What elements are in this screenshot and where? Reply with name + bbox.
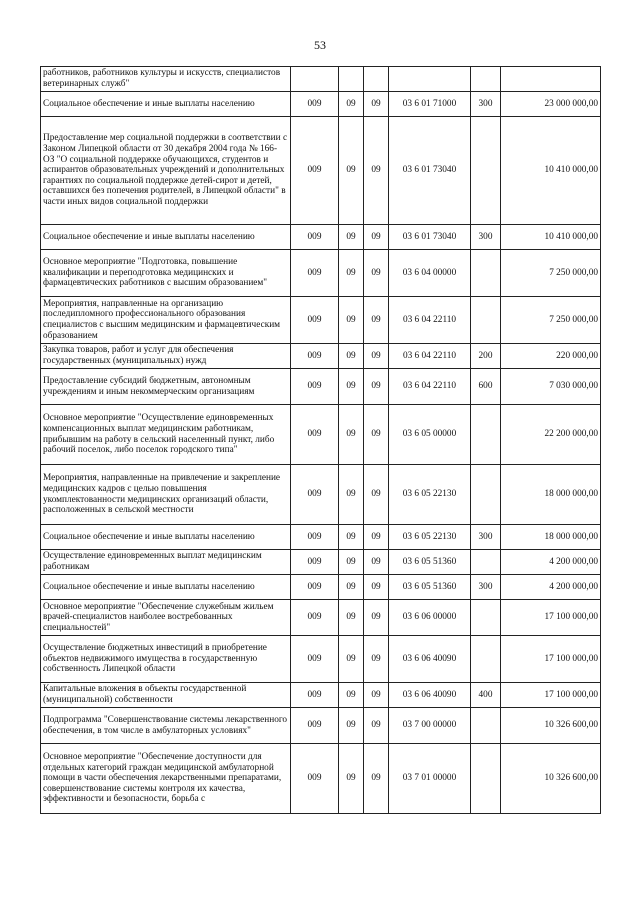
table-row [41, 117, 601, 225]
target-article-code-cell: 03 6 01 73040 [389, 225, 471, 250]
ministry-code-cell: 009 [291, 297, 339, 344]
row-name-cell: работников, работников культуры и искусств, специалистов ветеринарных служб" [41, 67, 291, 92]
table-row [41, 344, 601, 369]
amount-cell: 4 200 000,00 [501, 575, 601, 600]
subsection-code-cell: 09 [364, 225, 389, 250]
expense-type-code-cell [471, 297, 501, 344]
row-name-cell: Социальное обеспечение и иные выплаты населению [41, 575, 291, 600]
target-article-code-cell: 03 6 06 40090 [389, 683, 471, 708]
row-name-cell: Осуществление единовременных выплат медицинским работникам [41, 550, 291, 575]
target-article-code-cell: 03 6 04 22110 [389, 369, 471, 405]
subsection-code-cell: 09 [364, 405, 389, 465]
target-article-code-cell: 03 6 05 51360 [389, 575, 471, 600]
amount-cell: 4 200 000,00 [501, 550, 601, 575]
section-code-cell: 09 [339, 92, 364, 117]
section-code-cell: 09 [339, 344, 364, 369]
expense-type-code-cell [471, 67, 501, 92]
amount-cell: 18 000 000,00 [501, 525, 601, 550]
section-code-cell: 09 [339, 369, 364, 405]
ministry-code-cell: 009 [291, 465, 339, 525]
subsection-code-cell: 09 [364, 369, 389, 405]
subsection-code-cell: 09 [364, 250, 389, 297]
table-row [41, 744, 601, 814]
row-name-cell: Предоставление субсидий бюджетным, автономным учреждениям и иным некоммерческим организациям [41, 369, 291, 405]
section-code-cell: 09 [339, 250, 364, 297]
expense-type-code-cell [471, 708, 501, 744]
section-code-cell: 09 [339, 575, 364, 600]
expense-type-code-cell [471, 600, 501, 636]
table-row [41, 600, 601, 636]
amount-cell: 10 410 000,00 [501, 225, 601, 250]
target-article-code-cell: 03 6 05 22130 [389, 465, 471, 525]
target-article-code-cell: 03 6 04 22110 [389, 297, 471, 344]
row-name-cell: Закупка товаров, работ и услуг для обеспечения государственных (муниципальных) нужд [41, 344, 291, 369]
row-name-cell: Социальное обеспечение и иные выплаты населению [41, 225, 291, 250]
row-name-cell: Мероприятия, направленные на организацию последипломного профессионального образования специалистов с высшим медицинским и фармацевтическим образованием [41, 297, 291, 344]
table-row [41, 92, 601, 117]
amount-cell: 10 326 600,00 [501, 708, 601, 744]
subsection-code-cell: 09 [364, 636, 389, 683]
page-number: 53 [314, 38, 326, 52]
amount-cell: 7 250 000,00 [501, 250, 601, 297]
amount-cell: 17 100 000,00 [501, 683, 601, 708]
expense-type-code-cell: 400 [471, 683, 501, 708]
subsection-code-cell: 09 [364, 600, 389, 636]
ministry-code-cell: 009 [291, 744, 339, 814]
subsection-code-cell: 09 [364, 525, 389, 550]
expense-type-code-cell: 600 [471, 369, 501, 405]
row-name-cell: Осуществление бюджетных инвестиций в приобретение объектов недвижимого имущества в государственную собственность Липецкой области [41, 636, 291, 683]
target-article-code-cell: 03 7 01 00000 [389, 744, 471, 814]
budget-table [40, 66, 601, 814]
table-row [41, 369, 601, 405]
amount-cell: 22 200 000,00 [501, 405, 601, 465]
section-code-cell: 09 [339, 297, 364, 344]
amount-cell: 17 100 000,00 [501, 636, 601, 683]
amount-cell: 7 250 000,00 [501, 297, 601, 344]
row-name-cell: Социальное обеспечение и иные выплаты населению [41, 92, 291, 117]
ministry-code-cell: 009 [291, 600, 339, 636]
target-article-code-cell: 03 6 05 51360 [389, 550, 471, 575]
amount-cell: 23 000 000,00 [501, 92, 601, 117]
row-name-cell: Основное мероприятие "Подготовка, повышение квалификации и переподготовка медицинских и фармацевтических работников с высшим образованием" [41, 250, 291, 297]
expense-type-code-cell [471, 465, 501, 525]
row-name-cell: Основное мероприятие "Обеспечение доступности для отдельных категорий граждан медицинской амбулаторной помощи в части обеспечения лекарственными препаратами, совершенствование системы контроля их качества, эффективности и безопасности, борьба с [41, 744, 291, 814]
expense-type-code-cell: 300 [471, 575, 501, 600]
ministry-code-cell: 009 [291, 250, 339, 297]
subsection-code-cell: 09 [364, 344, 389, 369]
ministry-code-cell: 009 [291, 575, 339, 600]
table-row [41, 250, 601, 297]
section-code-cell: 09 [339, 225, 364, 250]
subsection-code-cell: 09 [364, 117, 389, 225]
table-row [41, 636, 601, 683]
row-name-cell: Социальное обеспечение и иные выплаты населению [41, 525, 291, 550]
section-code-cell: 09 [339, 550, 364, 575]
table-row [41, 683, 601, 708]
expense-type-code-cell: 300 [471, 92, 501, 117]
amount-cell: 10 410 000,00 [501, 117, 601, 225]
subsection-code-cell: 09 [364, 683, 389, 708]
ministry-code-cell: 009 [291, 636, 339, 683]
target-article-code-cell: 03 6 04 00000 [389, 250, 471, 297]
target-article-code-cell [389, 67, 471, 92]
ministry-code-cell: 009 [291, 117, 339, 225]
table-row [41, 225, 601, 250]
target-article-code-cell: 03 6 06 00000 [389, 600, 471, 636]
subsection-code-cell: 09 [364, 575, 389, 600]
row-name-cell: Предоставление мер социальной поддержки в соответствии с Законом Липецкой области от 30 декабря 2004 года № 166-ОЗ "О социальной поддержке обучающихся, студентов и аспирантов образовательных учреждений и дополнительных гарантиях по социальной поддержке детей-сирот и детей, оставшихся без попечения родителей, в Липецкой области" в части иных видов социальной поддержки [41, 117, 291, 225]
table-row [41, 67, 601, 92]
expense-type-code-cell [471, 550, 501, 575]
ministry-code-cell: 009 [291, 369, 339, 405]
section-code-cell: 09 [339, 683, 364, 708]
amount-cell: 17 100 000,00 [501, 600, 601, 636]
target-article-code-cell: 03 6 01 71000 [389, 92, 471, 117]
table-row [41, 465, 601, 525]
table-row [41, 575, 601, 600]
target-article-code-cell: 03 6 01 73040 [389, 117, 471, 225]
table-row [41, 550, 601, 575]
target-article-code-cell: 03 6 05 00000 [389, 405, 471, 465]
ministry-code-cell: 009 [291, 225, 339, 250]
table-row [41, 297, 601, 344]
target-article-code-cell: 03 6 04 22110 [389, 344, 471, 369]
ministry-code-cell: 009 [291, 550, 339, 575]
section-code-cell: 09 [339, 600, 364, 636]
subsection-code-cell: 09 [364, 744, 389, 814]
expense-type-code-cell: 300 [471, 525, 501, 550]
row-name-cell: Подпрограмма "Совершенствование системы лекарственного обеспечения, в том числе в амбулаторных условиях" [41, 708, 291, 744]
amount-cell: 7 030 000,00 [501, 369, 601, 405]
row-name-cell: Основное мероприятие "Осуществление единовременных компенсационных выплат медицинским работникам, прибывшим на работу в сельский населенный пункт, либо рабочий поселок, либо поселок городского типа" [41, 405, 291, 465]
row-name-cell: Мероприятия, направленные на привлечение и закрепление медицинских кадров с целью повышения укомплектованности медицинских организаций области, расположенных в сельской местности [41, 465, 291, 525]
expense-type-code-cell: 300 [471, 225, 501, 250]
expense-type-code-cell [471, 250, 501, 297]
ministry-code-cell: 009 [291, 405, 339, 465]
subsection-code-cell: 09 [364, 708, 389, 744]
section-code-cell: 09 [339, 708, 364, 744]
ministry-code-cell [291, 67, 339, 92]
target-article-code-cell: 03 6 06 40090 [389, 636, 471, 683]
subsection-code-cell: 09 [364, 465, 389, 525]
table-row [41, 525, 601, 550]
section-code-cell [339, 67, 364, 92]
ministry-code-cell: 009 [291, 344, 339, 369]
amount-cell: 10 326 600,00 [501, 744, 601, 814]
section-code-cell: 09 [339, 744, 364, 814]
table-row [41, 405, 601, 465]
subsection-code-cell [364, 67, 389, 92]
amount-cell [501, 67, 601, 92]
budget-table-body [41, 67, 601, 814]
target-article-code-cell: 03 6 05 22130 [389, 525, 471, 550]
expense-type-code-cell [471, 744, 501, 814]
section-code-cell: 09 [339, 405, 364, 465]
row-name-cell: Капитальные вложения в объекты государственной (муниципальной) собственности [41, 683, 291, 708]
subsection-code-cell: 09 [364, 550, 389, 575]
ministry-code-cell: 009 [291, 92, 339, 117]
expense-type-code-cell [471, 405, 501, 465]
amount-cell: 220 000,00 [501, 344, 601, 369]
section-code-cell: 09 [339, 525, 364, 550]
subsection-code-cell: 09 [364, 92, 389, 117]
ministry-code-cell: 009 [291, 525, 339, 550]
table-row [41, 708, 601, 744]
ministry-code-cell: 009 [291, 708, 339, 744]
amount-cell: 18 000 000,00 [501, 465, 601, 525]
section-code-cell: 09 [339, 636, 364, 683]
ministry-code-cell: 009 [291, 683, 339, 708]
target-article-code-cell: 03 7 00 00000 [389, 708, 471, 744]
expense-type-code-cell [471, 117, 501, 225]
section-code-cell: 09 [339, 465, 364, 525]
row-name-cell: Основное мероприятие "Обеспечение служебным жильем врачей-специалистов наиболее востребованных специальностей" [41, 600, 291, 636]
expense-type-code-cell: 200 [471, 344, 501, 369]
subsection-code-cell: 09 [364, 297, 389, 344]
expense-type-code-cell [471, 636, 501, 683]
section-code-cell: 09 [339, 117, 364, 225]
